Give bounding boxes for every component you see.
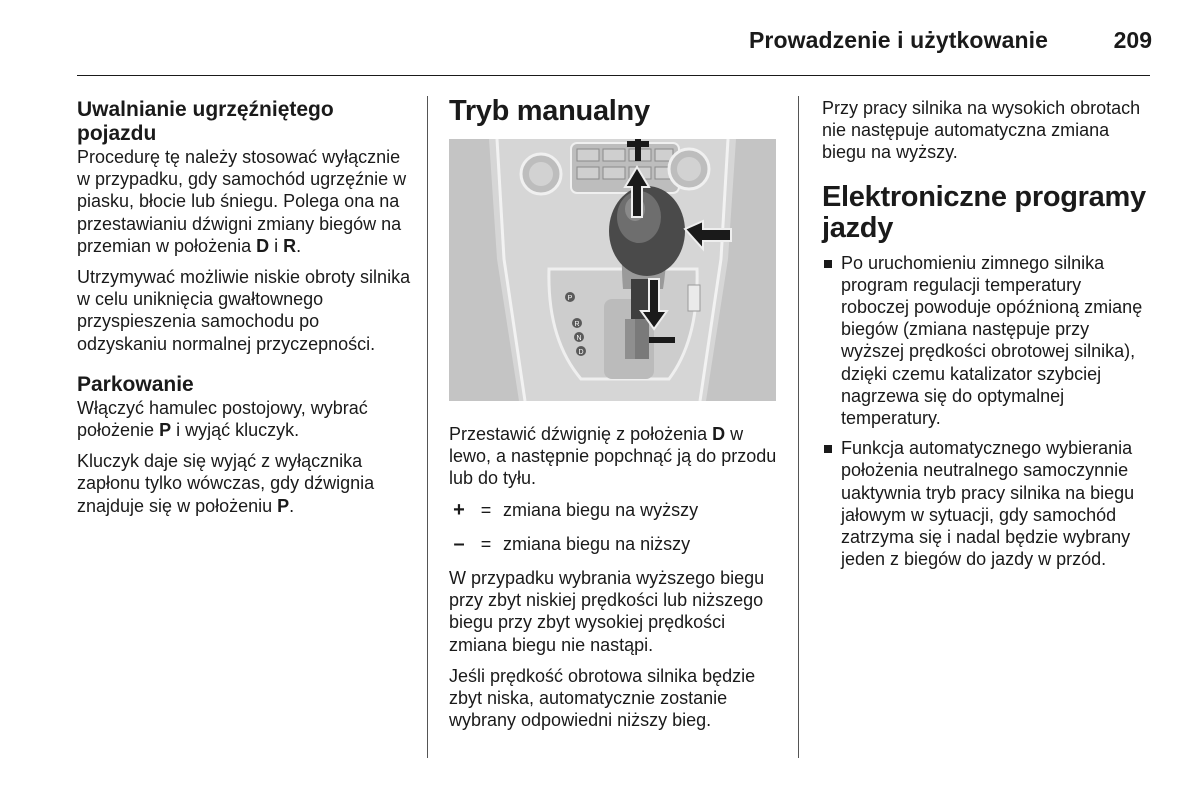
page-number: 209 — [1113, 27, 1152, 53]
column-divider-right — [798, 96, 799, 758]
section-title-manual-mode: Tryb manualny — [449, 95, 650, 127]
gear-label-n: N — [576, 335, 582, 342]
paragraph-shift-instruction: Przestawić dźwignię z położenia D w lewo, a następnie popchnąć ją do przodu lub do tyłu. — [449, 424, 777, 489]
paragraph-high-rpm: Przy pracy silnika na wysokich obrotach nie następuje automatyczna zmiana biegu na wyższy. — [822, 98, 1141, 163]
legend-upshift — [449, 499, 784, 521]
legend-equals: = — [480, 499, 492, 520]
list-item: Po uruchomieniu zimnego silnika program regulacji temperatury roboczej powoduje opóźnioną zmianę biegów (zmiana następuje przy wyższej prędkości obrotowej silnika), dzięki czemu katalizator szybciej nagrzewa się do optymalnej temperatury. — [822, 252, 1152, 430]
header-rule — [77, 75, 1150, 76]
minus-sign-icon — [649, 337, 675, 343]
bullet-list — [822, 252, 1152, 571]
legend-downshift-text: zmiana biegu na niższy — [503, 533, 691, 554]
gear-label-p: P — [567, 295, 573, 302]
header-title: Prowadzenie i użytkowanie — [748, 27, 1048, 53]
section-title-electronic-programs: Elektroniczne programy jazdy — [822, 180, 1146, 244]
column-2 — [449, 96, 784, 740]
column-3 — [822, 97, 1152, 578]
paragraph-key-removal: Kluczyk daje się wyjąć z wyłącznika zapłonu tylko wówczas, gdy dźwignia znajduje się w położeniu P. — [77, 451, 375, 516]
legend-minus-symbol: – — [453, 532, 465, 555]
list-item: Funkcja automatycznego wybierania położenia neutralnego samoczynnie uaktywnia tryb pracy silnika na biegu jałowym w sytuacji, gdy samochód zatrzyma się i nadal będzie wybrany jeden z biegów do jazdy w przód. — [822, 437, 1152, 570]
legend-downshift — [449, 533, 784, 555]
paragraph-auto-downshift: Jeśli prędkość obrotowa silnika będzie zbyt niska, automatycznie zostanie wybrany odpowiedni niższy bieg. — [449, 665, 756, 731]
legend-upshift-text: zmiana biegu na wyższy — [503, 499, 699, 520]
legend-plus-symbol: + — [453, 498, 465, 521]
paragraph-low-rpm: Utrzymywać możliwie niskie obroty silnika w celu uniknięcia gwałtownego przyspieszenia samochodu po odzyskaniu normalnej przyczepności. — [77, 267, 411, 354]
column-divider-left — [427, 96, 428, 758]
legend-equals: = — [480, 533, 492, 554]
paragraph-parking: Włączyć hamulec postojowy, wybrać położenie P i wyjąć kluczyk. — [77, 397, 368, 441]
section-heading-unstuck: Uwalnianie ugrzęźniętego pojazdu — [77, 98, 334, 145]
gear-shifter-figure — [449, 139, 776, 401]
section-heading-parking: Parkowanie — [77, 372, 194, 396]
paragraph-unstuck-procedure: Procedurę tę należy stosować wyłącznie w przypadku, gdy samochód ugrzęźnie w piasku, błocie lub śniegu. Polega ona na przestawianiu dźwigni zmiany biegów na przemian w położenia D i R. — [77, 147, 407, 256]
column-1 — [77, 98, 412, 526]
gear-label-r: R — [574, 321, 580, 328]
paragraph-shift-limits: W przypadku wybrania wyższego biegu przy zbyt niskiej prędkości lub niższego biegu przy zbyt wysokiej prędkości zmiana biegu nie nastąpi. — [449, 568, 765, 655]
gear-label-d: D — [578, 349, 584, 356]
